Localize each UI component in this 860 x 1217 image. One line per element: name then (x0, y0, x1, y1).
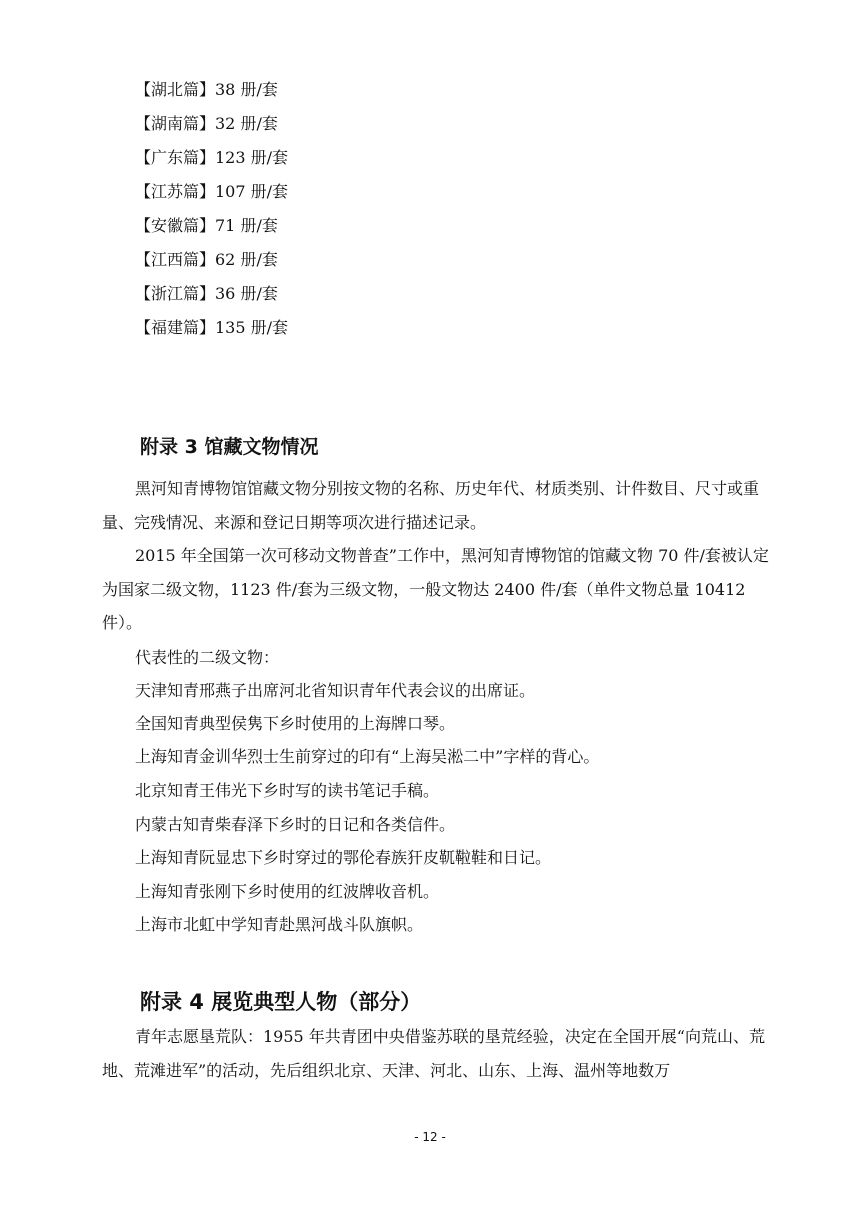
collection-item: 【浙江篇】36 册/套 (135, 284, 278, 303)
appendix4-paragraph-1: 青年志愿垦荒队：1955 年共青团中央借鉴苏联的垦荒经验，决定在全国开展“向荒山、荒地、荒滩进军”的活动，先后组织北京、天津、河北、山东、上海、温州等地数万 (102, 1027, 765, 1080)
appendix3-list-item: 北京知青王伟光下乡时写的读书笔记手稿。 (135, 781, 440, 800)
appendix3-heading: 附录 3 馆藏文物情况 (140, 436, 319, 458)
collection-item: 【江苏篇】107 册/套 (135, 182, 289, 201)
appendix3-list-intro: 代表性的二级文物： (135, 648, 280, 667)
appendix4-heading: 附录 4 展览典型人物（部分） (140, 990, 422, 1014)
appendix3-list-item: 上海知青张刚下乡时使用的红波牌收音机。 (135, 882, 440, 901)
collection-item: 【福建篇】135 册/套 (135, 318, 289, 337)
page-number: - 12 - (414, 1130, 446, 1144)
collection-item: 【湖北篇】38 册/套 (135, 80, 278, 99)
appendix3-list-item: 上海知青阮显忠下乡时穿过的鄂伦春族犴皮靰鞡鞋和日记。 (135, 848, 552, 867)
appendix3-list-item: 内蒙古知青柴春泽下乡时的日记和各类信件。 (135, 815, 456, 834)
appendix3-list-item: 天津知青邢燕子出席河北省知识青年代表会议的出席证。 (135, 681, 536, 700)
appendix3-list-item: 全国知青典型侯隽下乡时使用的上海牌口琴。 (135, 714, 456, 733)
collection-item: 【广东篇】123 册/套 (135, 148, 289, 167)
appendix3-list-item: 上海知青金训华烈士生前穿过的印有“上海吴淞二中”字样的背心。 (135, 747, 600, 766)
collection-item: 【安徽篇】71 册/套 (135, 216, 278, 235)
appendix3-paragraph-1: 黑河知青博物馆馆藏文物分别按文物的名称、历史年代、材质类别、计件数目、尺寸或重量、完残情况、来源和登记日期等项次进行描述记录。 (102, 479, 760, 532)
appendix3-paragraph-2: 2015 年全国第一次可移动文物普查”工作中，黑河知青博物馆的馆藏文物 70 件/套被认定为国家二级文物，1123 件/套为三级文物，一般文物达 2400 件/套（单件文物总量 10412 件）。 (102, 546, 769, 632)
collection-item: 【江西篇】62 册/套 (135, 250, 278, 269)
appendix3-list-item: 上海市北虹中学知青赴黑河战斗队旗帜。 (135, 915, 424, 934)
collection-item: 【湖南篇】32 册/套 (135, 114, 278, 133)
